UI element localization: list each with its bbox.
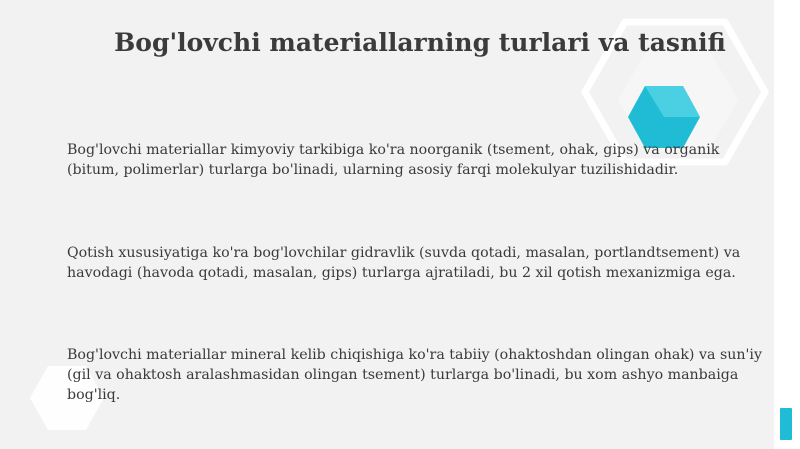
paragraph-hardening-property: Qotish xususiyatiga ko'ra bog'lovchilar gidravlik (suvda qotadi, masalan, portlandtsement) va havodagi (havoda qotadi, masalan, gips) turlarga ajratiladi, bu 2 xil qotish mexanizmiga ega.: [67, 245, 741, 282]
paragraph-chemical-composition: Bog'lovchi materiallar kimyoviy tarkibiga ko'ra noorganik (tsement, ohak, gips) va organik (bitum, polimerlar) turlarga bo'linadi, ularning asosiy farqi molekulyar tuzilishidadir.: [67, 142, 720, 179]
page-title: Bog'lovchi materiallarning turlari va tasnifi: [114, 28, 726, 57]
accent-bar: [780, 408, 792, 440]
paragraph-mineral-origin: Bog'lovchi materiallar mineral kelib chiqishiga ko'ra tabiiy (ohaktoshdan olingan ohak) va sun'iy (gil va ohaktosh aralashmasidan olingan tsement) turlarga bo'linadi, bu xom ashyo manbaiga bog'liq.: [67, 347, 762, 404]
